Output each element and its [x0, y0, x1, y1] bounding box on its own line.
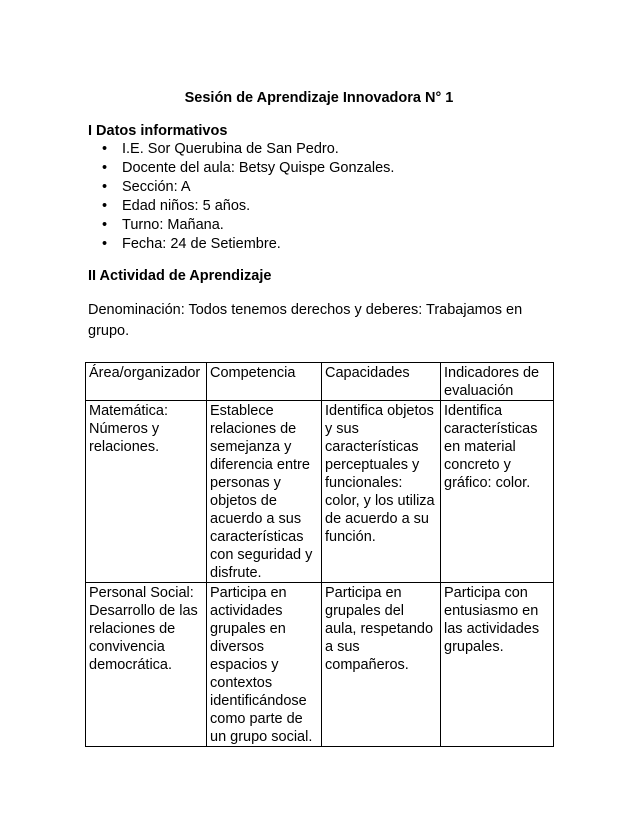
cell-competencia: Participa en actividades grupales en diversos espacios y contextos identificándose como parte de un grupo social.: [207, 583, 322, 747]
document-title: Sesión de Aprendizaje Innovadora N° 1: [184, 90, 454, 106]
table-row: [86, 401, 554, 583]
bullet-icon: •: [102, 236, 108, 252]
denominacion-text: Denominación: Todos tenemos derechos y deberes: Trabajamos en grupo.: [88, 302, 523, 339]
column-header-area: Área/organizador: [86, 363, 207, 401]
column-header-indicadores: Indicadores de evaluación: [441, 363, 554, 401]
list-item-text: Sección: A: [122, 179, 191, 195]
list-item-text: Docente del aula: Betsy Quispe Gonzales.: [122, 160, 395, 176]
list-item-text: Edad niños: 5 años.: [122, 198, 251, 214]
section-heading-datos-informativos: I Datos informativos: [88, 123, 228, 139]
cell-area: Personal Social: Desarrollo de las relaciones de convivencia democrática.: [86, 583, 207, 747]
bullet-icon: •: [102, 198, 108, 214]
list-item: [88, 216, 394, 235]
bullet-icon: •: [102, 179, 108, 195]
list-item: [88, 235, 394, 254]
cell-capacidades: Participa en grupales del aula, respetando a sus compañeros.: [322, 583, 441, 747]
list-item: [88, 140, 394, 159]
cell-area: Matemática: Números y relaciones.: [86, 401, 207, 583]
bullet-icon: •: [102, 160, 108, 176]
cell-indicadores: Participa con entusiasmo en las actividades grupales.: [441, 583, 554, 747]
list-item: [88, 197, 394, 216]
info-list: [88, 140, 394, 254]
bullet-icon: •: [102, 217, 108, 233]
column-header-competencia: Competencia: [207, 363, 322, 401]
learning-plan-table: [85, 362, 554, 747]
cell-indicadores: Identifica características en material concreto y gráfico: color.: [441, 401, 554, 583]
list-item: [88, 178, 394, 197]
cell-competencia: Establece relaciones de semejanza y diferencia entre personas y objetos de acuerdo a sus características con seguridad y disfrute.: [207, 401, 322, 583]
bullet-icon: •: [102, 141, 108, 157]
list-item-text: I.E. Sor Querubina de San Pedro.: [122, 141, 339, 157]
list-item-text: Turno: Mañana.: [122, 217, 224, 233]
list-item: [88, 159, 394, 178]
cell-capacidades: Identifica objetos y sus características perceptuales y funcionales: color, y los utiliza de acuerdo a su función.: [322, 401, 441, 583]
column-header-capacidades: Capacidades: [322, 363, 441, 401]
table-header-row: [86, 363, 554, 401]
table-row: [86, 583, 554, 747]
list-item-text: Fecha: 24 de Setiembre.: [122, 236, 281, 252]
section-heading-actividad-aprendizaje: II Actividad de Aprendizaje: [88, 268, 272, 284]
